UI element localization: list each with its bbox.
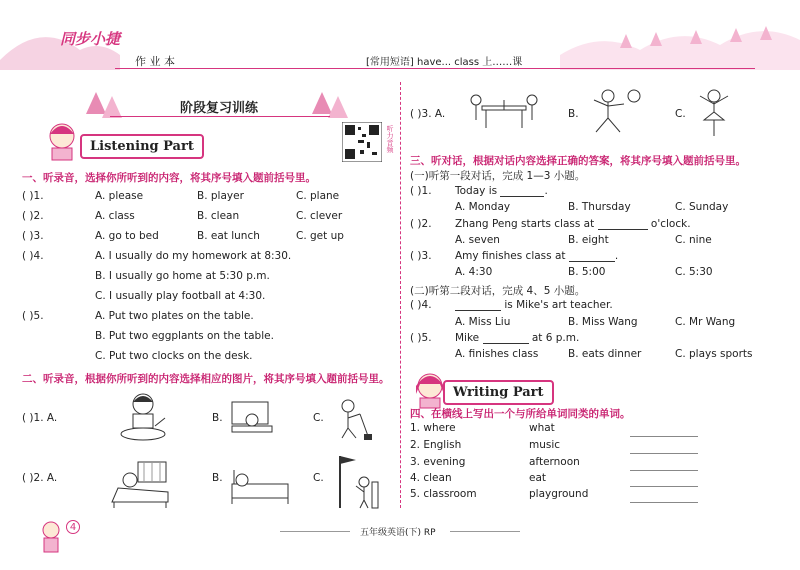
kungfu-image xyxy=(584,86,644,136)
sec2-q2-c: C. xyxy=(313,472,324,484)
sec2-q2-b: B. xyxy=(212,472,223,484)
sec3-q1-a: A. Monday xyxy=(455,201,511,213)
sec3-q4-c: C. Mr Wang xyxy=(675,316,736,328)
sec1-q2-c: C. clever xyxy=(296,210,343,222)
boy-eating-image xyxy=(115,390,171,442)
sec3-q5-a: A. finishes class xyxy=(455,348,539,360)
sec3-q4-stem-b: is Mike's art teacher. xyxy=(504,299,613,311)
unit-title: [常用短语] have... class 上……课 xyxy=(366,57,523,68)
sec3-part1: (一)听第一段对话，完成 1—3 小题。 xyxy=(410,170,586,182)
flag-raising-image xyxy=(330,452,382,510)
sec3-q2-stem-a: Zhang Peng starts class at xyxy=(455,218,595,230)
column-divider xyxy=(400,82,401,508)
sec1-q4-num: ( )4. xyxy=(22,250,44,262)
sec3-q2-num: ( )2. xyxy=(410,218,432,230)
sec2-q1-c: C. xyxy=(313,412,324,424)
sec3-q5-blank[interactable] xyxy=(483,333,529,344)
sec3-q2-blank[interactable] xyxy=(598,219,648,230)
sec4-row4-example: eat xyxy=(529,472,547,484)
boy-waking-image xyxy=(108,458,172,510)
boy-in-bed-image xyxy=(228,460,292,506)
sec1-q5-b: B. Put two eggplants on the table. xyxy=(95,330,274,342)
sec3-q1-stem-b: . xyxy=(544,185,548,197)
tree-right2-icon xyxy=(328,96,348,118)
sec4-row2-word: 2. English xyxy=(410,439,462,451)
boy-mascot-icon xyxy=(42,120,82,162)
sec1-q2-a: A. class xyxy=(95,210,135,222)
sec4-row3-answer-line[interactable] xyxy=(630,470,698,471)
sec4-row3-example: afternoon xyxy=(529,456,580,468)
sec3-q1-stem xyxy=(455,185,548,197)
sec3-q4-b: B. Miss Wang xyxy=(568,316,638,328)
sec3-q3-c: C. 5:30 xyxy=(675,266,713,278)
sec3-title: 三、听对话，根据对话内容选择正确的答案，将其序号填入题前括号里。 xyxy=(410,155,746,167)
boy-cleaning-image xyxy=(330,396,374,442)
sec4-row5-example: playground xyxy=(529,488,589,500)
sec3-q4-num: ( )4. xyxy=(410,299,432,311)
boy-homework-image xyxy=(228,398,276,440)
sec3-q5-b: B. eats dinner xyxy=(568,348,642,360)
sec1-q2-num: ( )2. xyxy=(22,210,44,222)
footer-mascot-icon xyxy=(38,520,64,554)
sec3-q2-c: C. nine xyxy=(675,234,712,246)
sec4-row1-word: 1. where xyxy=(410,422,456,434)
sec1-q5-c: C. Put two clocks on the desk. xyxy=(95,350,253,362)
sec3-q5-stem-b: at 6 p.m. xyxy=(531,332,580,344)
sec4-row2-answer-line[interactable] xyxy=(630,453,698,454)
sec3-q3-num: ( )3. xyxy=(410,250,432,262)
sec3-q3-blank[interactable] xyxy=(569,251,615,262)
sec3-q3-stem xyxy=(455,250,618,262)
sec1-q1-num: ( )1. xyxy=(22,190,44,202)
sec3-q1-c: C. Sunday xyxy=(675,201,729,213)
sec2-q1-label: ( )1. A. xyxy=(22,412,58,424)
sec4-row1-example: what xyxy=(529,422,555,434)
sec3-q3-a: A. 4:30 xyxy=(455,266,493,278)
writing-part-badge: Writing Part xyxy=(443,380,554,405)
sec3-q2-b: B. eight xyxy=(568,234,609,246)
sec1-title: 一、听录音，选择你所听到的内容，将其序号填入题前括号里。 xyxy=(22,172,316,184)
page-number: 4 xyxy=(66,520,80,534)
sec1-q3-num: ( )3. xyxy=(22,230,44,242)
sec1-q3-c: C. get up xyxy=(296,230,344,242)
right-q3-label: ( )3. A. xyxy=(410,108,446,120)
sec3-q3-stem-b: . xyxy=(614,250,619,262)
sec4-row2-example: music xyxy=(529,439,561,451)
sec1-q1-b: B. player xyxy=(197,190,244,202)
sec3-q4-blank[interactable] xyxy=(455,300,501,311)
sec4-title: 四、在横线上写出一个与所给单词同类的单词。 xyxy=(410,408,631,420)
book-label: 作 业 本 xyxy=(135,55,175,68)
sec2-q2-label: ( )2. A. xyxy=(22,472,58,484)
review-rule xyxy=(110,116,330,117)
right-q3-b: B. xyxy=(568,108,579,120)
sec3-q5-c: C. plays sports xyxy=(675,348,753,360)
sec3-q1-b: B. Thursday xyxy=(568,201,631,213)
sec1-q1-c: C. plane xyxy=(296,190,340,202)
footer-book: 五年级英语(下) RP xyxy=(360,528,436,538)
sec3-q4-a: A. Miss Liu xyxy=(455,316,511,328)
sec4-row5-answer-line[interactable] xyxy=(630,502,698,503)
sec3-q3-stem-a: Amy finishes class at xyxy=(455,250,566,262)
sec2-q1-b: B. xyxy=(212,412,223,424)
sec4-row5-word: 5. classroom xyxy=(410,488,477,500)
sec4-row1-answer-line[interactable] xyxy=(630,436,698,437)
sec1-q4-b: B. I usually go home at 5:30 p.m. xyxy=(95,270,270,282)
sec3-q2-stem-b: o'clock. xyxy=(650,218,691,230)
qr-label: 听力音频 xyxy=(386,125,394,153)
sec3-q4-stem xyxy=(455,299,613,311)
footer-rule-left xyxy=(280,531,350,532)
logo: 同步小捷 xyxy=(60,30,121,48)
sec1-q5-num: ( )5. xyxy=(22,310,44,322)
sec3-q1-stem-a: Today is xyxy=(455,185,498,197)
sec3-q2-a: A. seven xyxy=(455,234,500,246)
sec4-row4-answer-line[interactable] xyxy=(630,486,698,487)
sec4-row4-word: 4. clean xyxy=(410,472,452,484)
listening-part-badge: Listening Part xyxy=(80,134,204,159)
sec3-q1-blank[interactable] xyxy=(500,186,544,197)
right-q3-c: C. xyxy=(675,108,686,120)
sec1-q3-b: B. eat lunch xyxy=(197,230,260,242)
sec3-q1-num: ( )1. xyxy=(410,185,432,197)
sec1-q5-a: A. Put two plates on the table. xyxy=(95,310,254,322)
sec3-q2-stem xyxy=(455,218,691,230)
footer-rule-right xyxy=(450,531,520,532)
ping-pong-image xyxy=(468,90,540,132)
sec1-q4-a: A. I usually do my homework at 8:30. xyxy=(95,250,292,262)
sec1-q2-b: B. clean xyxy=(197,210,240,222)
sec4-row3-word: 3. evening xyxy=(410,456,466,468)
ballet-image xyxy=(692,86,736,138)
sec3-part2: (二)听第二段对话，完成 4、5 小题。 xyxy=(410,285,586,297)
sec3-q5-stem-a: Mike xyxy=(455,332,480,344)
sec2-title: 二、听录音，根据你所听到的内容选择相应的图片，将其序号填入题前括号里。 xyxy=(22,373,390,385)
sec1-q4-c: C. I usually play football at 4:30. xyxy=(95,290,266,302)
sec3-q5-num: ( )5. xyxy=(410,332,432,344)
sec1-q3-a: A. go to bed xyxy=(95,230,159,242)
header-rule xyxy=(115,68,755,69)
sec3-q3-b: B. 5:00 xyxy=(568,266,606,278)
tree-left2-icon xyxy=(102,96,122,118)
sec3-q5-stem xyxy=(455,332,579,344)
sec1-q1-a: A. please xyxy=(95,190,144,202)
review-title: 阶段复习训练 xyxy=(180,101,259,116)
qr-code[interactable] xyxy=(342,122,382,162)
